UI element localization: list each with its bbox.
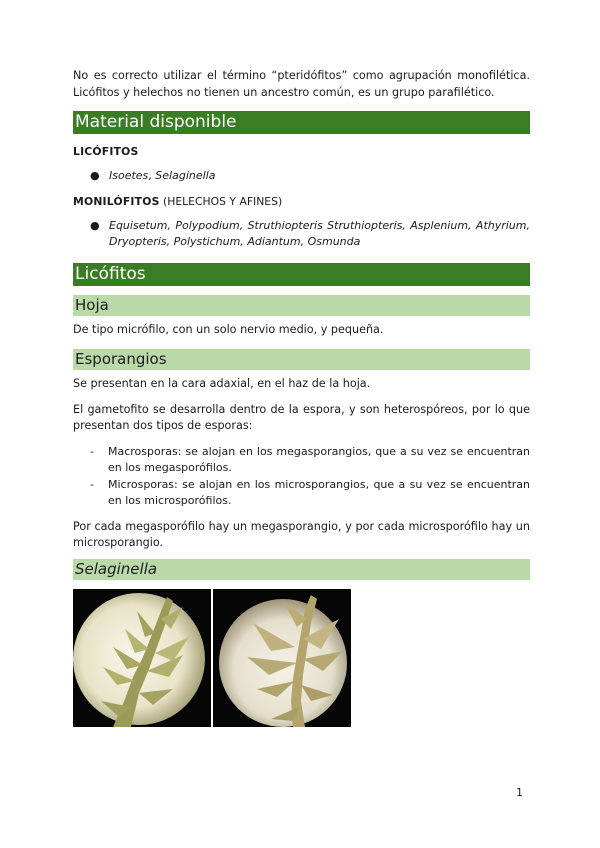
selaginella-microscope-photo-1: [73, 589, 211, 727]
heading-selaginella: Selaginella: [73, 559, 530, 580]
licofitos-list: [73, 168, 530, 185]
intro-paragraph: No es correcto utilizar el término “pteridófitos” como agrupación monofilética. Licófitos y helechos no tienen un ancestro común, es un grupo parafilético.: [73, 69, 530, 99]
heading-hoja: Hoja: [73, 295, 530, 316]
selaginella-microscope-photo-2: [213, 589, 351, 727]
page-content: [73, 68, 530, 580]
list-item: - Macrosporas: se alojan en los megasporangios, que a su vez se encuentran en los megasporófilos.: [90, 444, 530, 474]
heading-esporangios: Esporangios: [73, 349, 530, 370]
monilofitos-list: [73, 218, 530, 251]
monilofitos-label: MONILÓFITOS (HELECHOS Y AFINES): [73, 194, 283, 208]
esporangios-paragraph-1: Se presentan en la cara adaxial, en el haz de la hoja.: [73, 377, 371, 390]
list-item: ● Equisetum, Polypodium, Struthiopteris Struthiopteris, Asplenium, Athyrium, Dryopteris, Polystichum, Adiantum, Osmunda: [90, 218, 530, 248]
heading-material-disponible: Material disponible: [73, 111, 530, 134]
page-number: 1: [516, 786, 523, 799]
esporangios-paragraph-3: Por cada megasporófilo hay un megasporangio, y por cada microsporófilo hay un microsporangio.: [73, 519, 530, 549]
hoja-paragraph: De tipo micrófilo, con un solo nervio medio, y pequeña.: [73, 322, 384, 336]
spore-types-list: [73, 444, 530, 510]
list-item: - Microsporas: se alojan en los microsporangios, que a su vez se encuentran en los microsporófilos.: [90, 477, 530, 507]
heading-licofitos: Licófitos: [73, 263, 530, 286]
list-item: ● Isoetes, Selaginella: [90, 169, 216, 182]
esporangios-paragraph-2: El gametofito se desarrolla dentro de la espora, y son heterospóreos, por lo que presentan dos tipos de esporas:: [73, 402, 530, 432]
licofitos-label: LICÓFITOS: [73, 145, 139, 158]
